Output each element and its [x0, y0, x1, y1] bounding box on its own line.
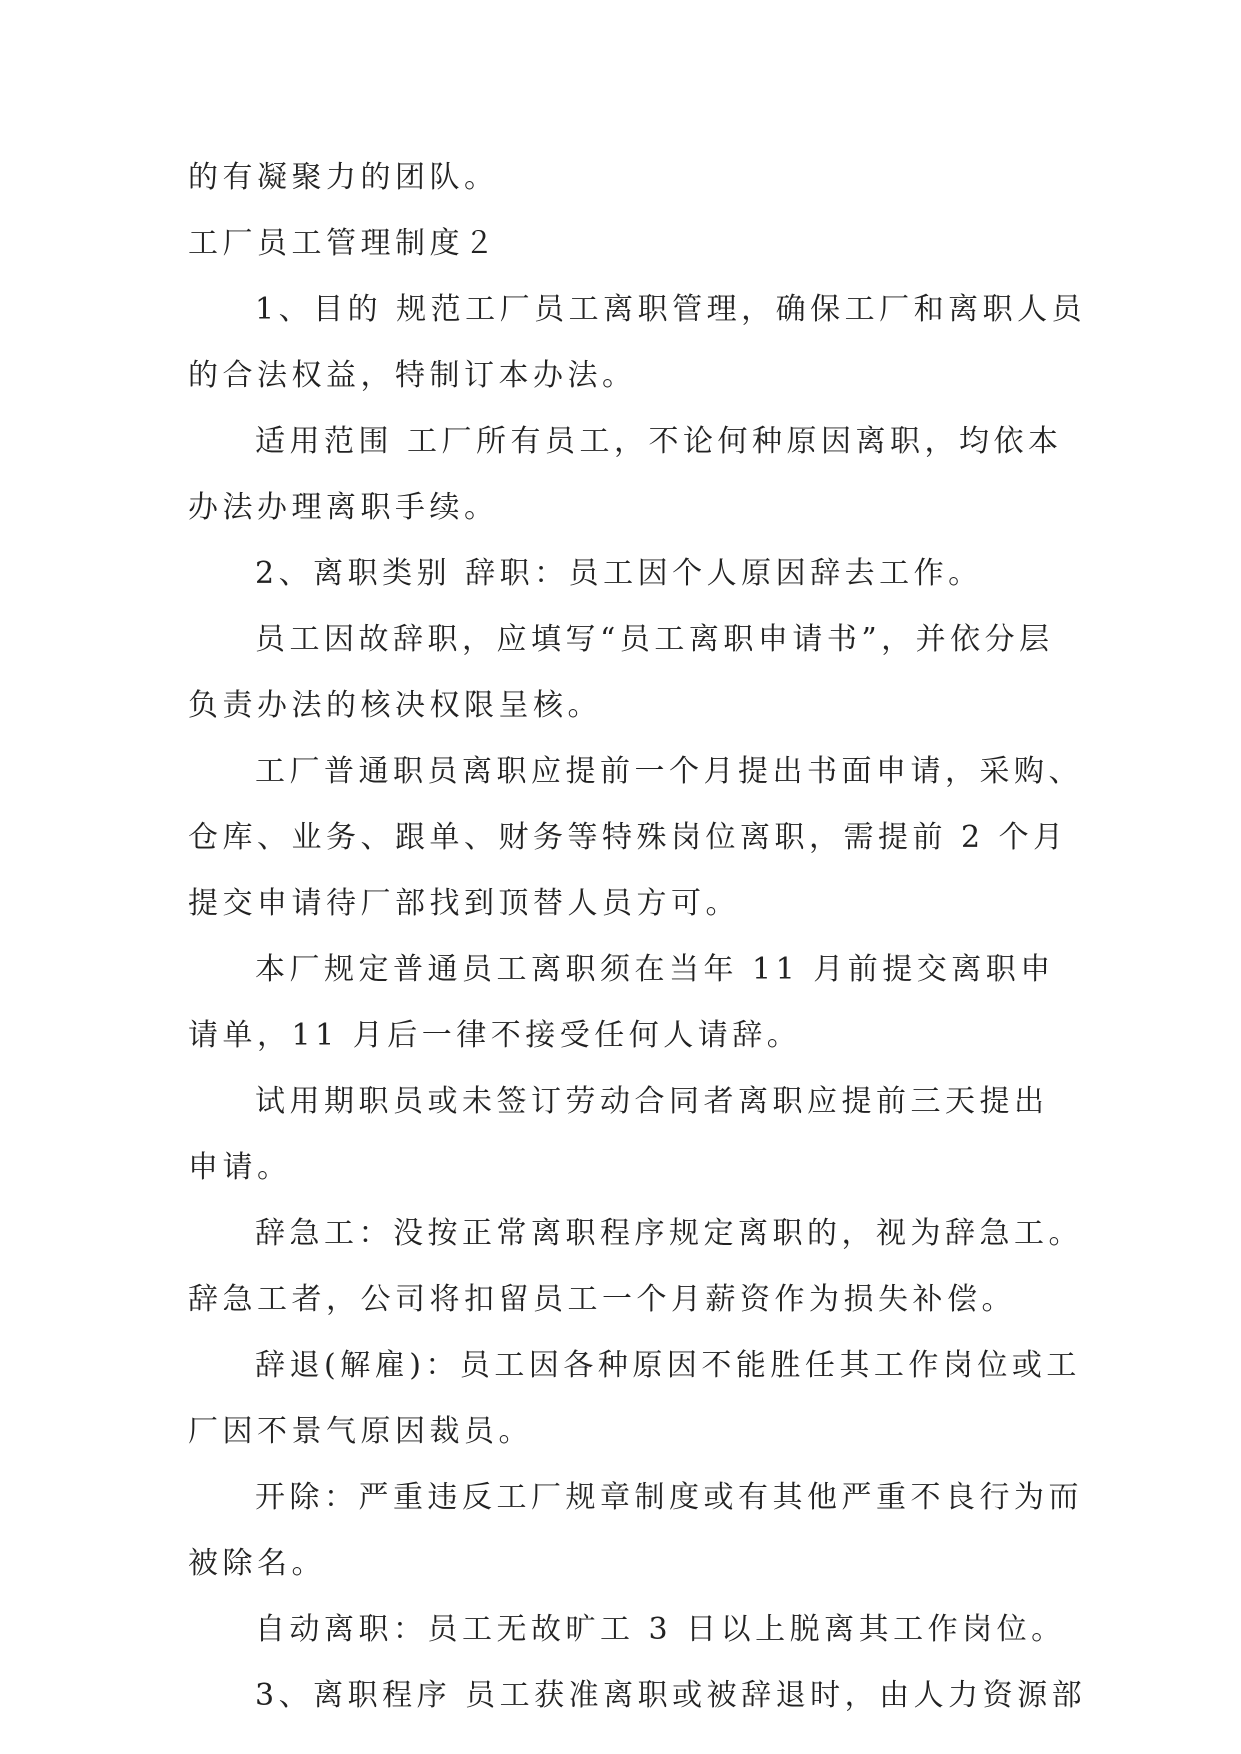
text-line: 适用范围 工厂所有员工，不论何种原因离职，均依本 — [255, 424, 1063, 459]
text-line: 的有凝聚力的团队。 — [188, 160, 499, 195]
text-line: 辞退(解雇)：员工因各种原因不能胜任其工作岗位或工 — [255, 1348, 1081, 1383]
text-line: 被除名。 — [188, 1546, 326, 1581]
text-line: 自动离职：员工无故旷工 3 日以上脱离其工作岗位。 — [255, 1612, 1066, 1647]
text-line: 3、离职程序 员工获准离职或被辞退时，由人力资源部 — [255, 1678, 1087, 1713]
text-line: 工厂普通职员离职应提前一个月提出书面申请，采购、 — [255, 754, 1083, 789]
text-line: 的合法权益，特制订本办法。 — [188, 358, 637, 393]
text-line: 请单，11 月后一律不接受任何人请辞。 — [188, 1018, 802, 1053]
text-line: 员工因故辞职，应填写“员工离职申请书”，并依分层 — [255, 622, 1054, 657]
text-line: 负责办法的核决权限呈核。 — [188, 688, 602, 723]
text-line: 提交申请待厂部找到顶替人员方可。 — [188, 886, 740, 921]
text-line: 厂因不景气原因裁员。 — [188, 1414, 533, 1449]
text-line: 2、离职类别 辞职：员工因个人原因辞去工作。 — [255, 556, 983, 591]
text-line: 开除：严重违反工厂规章制度或有其他严重不良行为而 — [255, 1480, 1083, 1515]
text-line: 辞急工：没按正常离职程序规定离职的，视为辞急工。 — [255, 1216, 1083, 1251]
text-line: 辞急工者，公司将扣留员工一个月薪资作为损失补偿。 — [188, 1282, 1016, 1317]
text-line: 仓库、业务、跟单、财务等特殊岗位离职，需提前 2 个月 — [188, 820, 1068, 855]
text-line: 试用期职员或未签订劳动合同者离职应提前三天提出 — [255, 1084, 1049, 1119]
section-heading: 工厂员工管理制度２ — [188, 226, 499, 261]
text-line: 申请。 — [188, 1150, 292, 1185]
text-line: 办法办理离职手续。 — [188, 490, 499, 525]
text-line: 本厂规定普通员工离职须在当年 11 月前提交离职申 — [255, 952, 1055, 987]
text-line: 1、目的 规范工厂员工离职管理，确保工厂和离职人员 — [255, 292, 1087, 327]
